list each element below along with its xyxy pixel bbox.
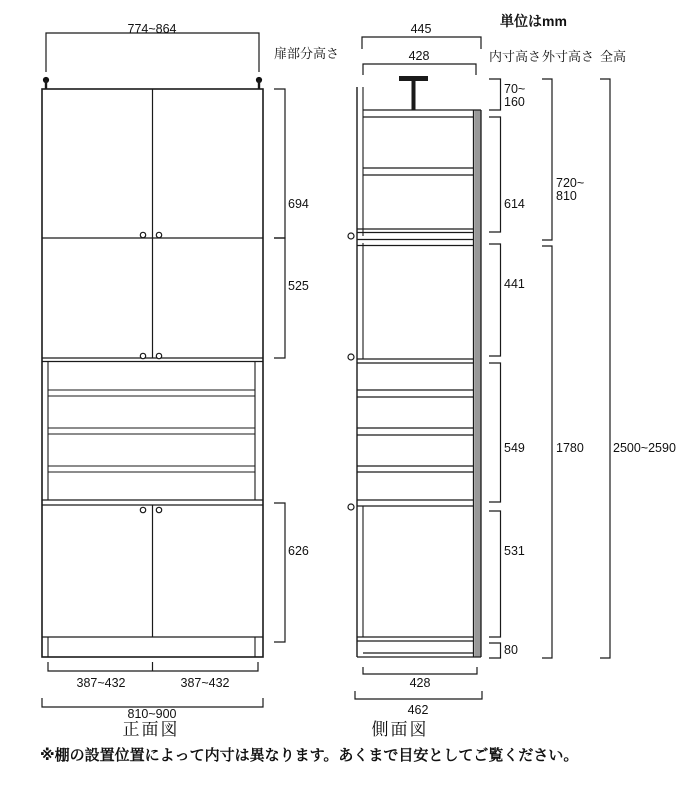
lower-door-width-right-value: 387~432 — [180, 676, 230, 690]
inner-middle-value: 441 — [504, 277, 525, 291]
upper-door-height-value: 694 — [288, 197, 309, 211]
front-top-width-value: 774~864 — [127, 22, 177, 36]
side-top-inner-depth-value: 428 — [408, 49, 430, 63]
door-knob — [348, 233, 354, 239]
inner-base-value: 80 — [504, 643, 518, 657]
front-top-width-bracket — [46, 33, 259, 72]
total-height-bracket — [600, 79, 610, 658]
inner-top-gap-line2: 160 — [504, 95, 525, 109]
outer-main-value: 1780 — [556, 441, 584, 455]
ceiling-bolt-left — [43, 77, 49, 89]
back-panel — [475, 110, 481, 657]
front-side-panels — [48, 362, 255, 658]
front-bottom-width-brackets — [42, 662, 263, 707]
lower-door-height-value: 626 — [288, 544, 309, 558]
outer-upper-line1: 720~ — [556, 176, 585, 190]
tension-adjuster-icon — [399, 78, 428, 110]
door-knob — [348, 354, 354, 360]
outer-height-header: 外寸高さ — [542, 49, 595, 64]
front-total-width-value: 810~900 — [127, 707, 177, 721]
inner-lower-value: 531 — [504, 544, 525, 558]
front-view-drawing — [42, 33, 285, 707]
inner-height-header: 内寸高さ — [489, 49, 542, 64]
door-knob — [140, 507, 145, 512]
inner-open-value: 549 — [504, 441, 525, 455]
side-top-outer-depth-value: 445 — [410, 22, 432, 36]
inner-height-brackets — [489, 79, 501, 658]
side-bottom-outer-depth-value: 462 — [407, 703, 429, 717]
unit-note: 単位はmm — [500, 13, 567, 29]
door-knob — [140, 353, 145, 358]
side-door-knobs — [348, 233, 354, 510]
side-view-title: 側面図 — [371, 720, 429, 739]
outer-height-brackets — [542, 79, 552, 658]
side-view-drawing — [348, 37, 482, 699]
height-dimension-brackets — [489, 79, 610, 658]
front-door-knobs — [140, 232, 161, 512]
side-verticals — [357, 87, 481, 657]
door-knob — [348, 504, 354, 510]
outer-upper-line2: 810 — [556, 189, 577, 203]
ceiling-bolt-right — [256, 77, 262, 89]
door-knob — [156, 507, 161, 512]
front-door-height-brackets — [274, 89, 285, 642]
door-knob — [156, 353, 161, 358]
front-open-shelves — [48, 390, 255, 472]
lower-door-width-left-value: 387~432 — [76, 676, 126, 690]
middle-door-height-value: 525 — [288, 279, 309, 293]
inner-upper-value: 614 — [504, 197, 525, 211]
inner-top-gap-line1: 70~ — [504, 82, 526, 96]
total-height-value: 2500~2590 — [613, 441, 676, 455]
total-height-header: 全高 — [600, 49, 627, 64]
front-view-title: 正面図 — [122, 720, 180, 739]
side-horizontals — [357, 110, 481, 657]
door-knob — [140, 232, 145, 237]
side-bottom-inner-depth-value: 428 — [409, 676, 431, 690]
footnote: ※棚の設置位置によって内寸は異なります。あくまで目安としてご覧ください。 — [40, 747, 579, 764]
door-knob — [156, 232, 161, 237]
door-section-label: 扉部分高さ — [274, 46, 340, 61]
